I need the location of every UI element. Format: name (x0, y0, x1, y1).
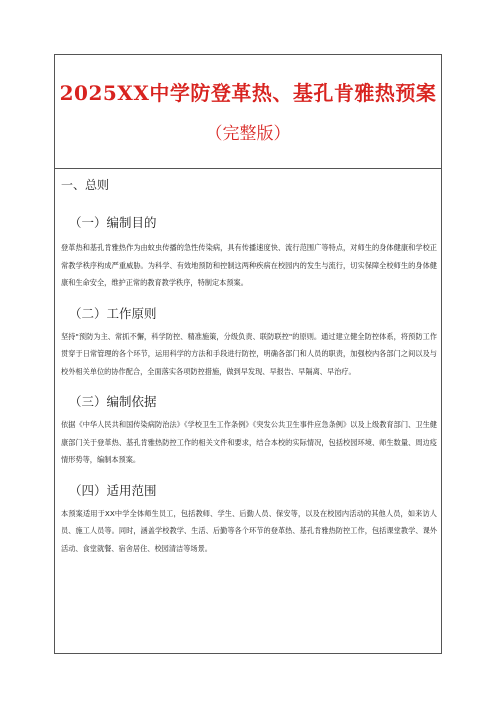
section-heading-principles: （二）工作原则 (69, 305, 157, 321)
document-frame (54, 54, 442, 654)
paragraph-purpose: 登革热和基孔肯雅热作为由蚊虫传播的急性传染病，具有传播速度快、流行范围广等特点，对师生的身体健康和学校正常教学秩序构成严重威胁。为科学、有效地预防和控制这两种疾病在校园内的发生与流行，切实保障全校师生的身体健康和生命安全，维护正常的教育教学秩序，特制定本预案。 (61, 243, 437, 287)
paragraph-basis: 依据《中华人民共和国传染病防治法》《学校卫生工作条例》《突发公共卫生事件应急条例》以及上级教育部门、卫生健康部门关于登革热、基孔肯雅热防控工作的相关文件和要求，结合本校的实际情况，包括校园环境、师生数量、周边疫情形势等，编制本预案。 (61, 420, 437, 464)
title-box (55, 55, 441, 169)
document-body (61, 177, 437, 557)
document-subtitle: （完整版） (205, 124, 291, 144)
section-heading-purpose: （一）编制目的 (69, 215, 157, 230)
paragraph-principles: 坚持"预防为主、常抓不懈，科学防控、精准施策，分级负责、联防联控"的原则。通过建立健全防控体系，将预防工作贯穿于日常管理的各个环节，运用科学的方法和手段进行防控，明确各部门和人员的职责，加强校内各部门之间以及与校外相关单位的协作配合，全面落实各项防控措施，做到早发现、早报告、早隔离、早治疗。 (61, 331, 437, 376)
section-heading-general: 一、总则 (61, 178, 110, 192)
paragraph-scope: 本预案适用于XX中学全体师生员工，包括教师、学生、后勤人员、保安等，以及在校园内活动的其他人员，如来访人员、施工人员等。同时，涵盖学校教学、生活、后勤等各个环节的登革热、基孔肯雅热防控工作，包括课堂教学、课外活动、食堂就餐、宿舍居住、校园清洁等场景。 (61, 508, 437, 553)
document-title: 2025XX中学防登革热、基孔肯雅热预案 (59, 81, 437, 105)
section-heading-basis: （三）编制依据 (69, 394, 157, 409)
section-heading-scope: （四）适用范围 (69, 482, 157, 498)
